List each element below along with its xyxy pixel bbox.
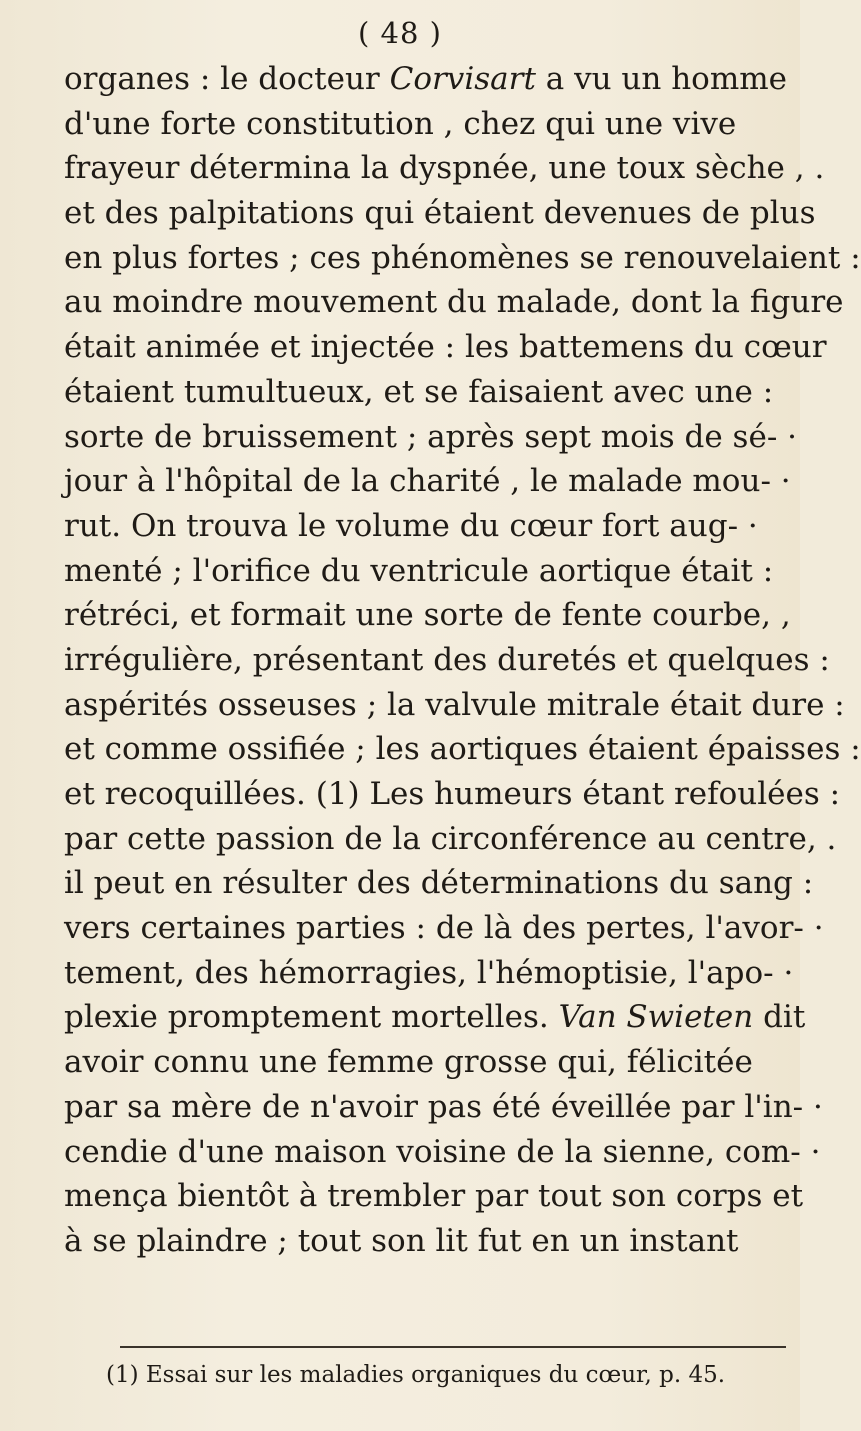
footnote: (1) Essai sur les maladies organiques du cœur, p. 45. [106, 1362, 726, 1388]
text-line: et comme ossifiée ; les aortiques étaient épaisses : [64, 731, 861, 768]
text-line: rut. On trouva le volume du cœur fort aug- · [64, 507, 758, 544]
text-line: frayeur détermina la dyspnée, une toux sèche , . [64, 150, 825, 187]
text-line: était animée et injectée : les battemens du cœur [64, 329, 827, 366]
text-line: il peut en résulter des déterminations du sang : [64, 865, 814, 902]
page-number: ( 48 ) [358, 16, 442, 50]
text-line: organes : le docteur Corvisart a vu un homme [64, 61, 787, 97]
text-line: irrégulière, présentant des duretés et quelques : [64, 641, 830, 678]
text-line: aspérités osseuses ; la valvule mitrale était dure : [64, 686, 845, 723]
body-text [64, 57, 861, 1264]
text-line: par sa mère de n'avoir pas été éveillée par l'in- · [64, 1088, 823, 1125]
text-line: étaient tumultueux, et se faisaient avec une : [64, 373, 774, 410]
text-line: avoir connu une femme grosse qui, félicitée [64, 1044, 753, 1081]
text-line: sorte de bruissement ; après sept mois de sé- · [64, 418, 797, 455]
proper-name: Van Swieten [558, 999, 754, 1036]
text-line: tement, des hémorragies, l'hémoptisie, l'apo- · [64, 954, 794, 991]
text-line: cendie d'une maison voisine de la sienne, com- · [64, 1133, 821, 1170]
text-line: mença bientôt à trembler par tout son corps et [64, 1178, 804, 1215]
text-line: et recoquillées. (1) Les humeurs étant refoulées : [64, 776, 841, 812]
footnote-rule [120, 1346, 786, 1348]
text-line: au moindre mouvement du malade, dont la figure [64, 284, 844, 321]
text-line: à se plaindre ; tout son lit fut en un instant [64, 1222, 739, 1259]
text-line: jour à l'hôpital de la charité , le malade mou- · [64, 463, 791, 500]
text-line: plexie promptement mortelles. Van Swieten dit [64, 999, 806, 1036]
text-line: rétréci, et formait une sorte de fente courbe, , [64, 597, 791, 634]
text-line: vers certaines parties : de là des pertes, l'avor- · [64, 910, 824, 947]
text-line: et des palpitations qui étaient devenues de plus [64, 195, 816, 232]
proper-name: Corvisart [389, 61, 536, 97]
text-line: par cette passion de la circonférence au centre, . [64, 820, 837, 857]
text-line: menté ; l'orifice du ventricule aortique était : [64, 552, 774, 589]
text-line: d'une forte constitution , chez qui une vive [64, 105, 737, 142]
text-line: en plus fortes ; ces phénomènes se renouvelaient : [64, 239, 861, 276]
